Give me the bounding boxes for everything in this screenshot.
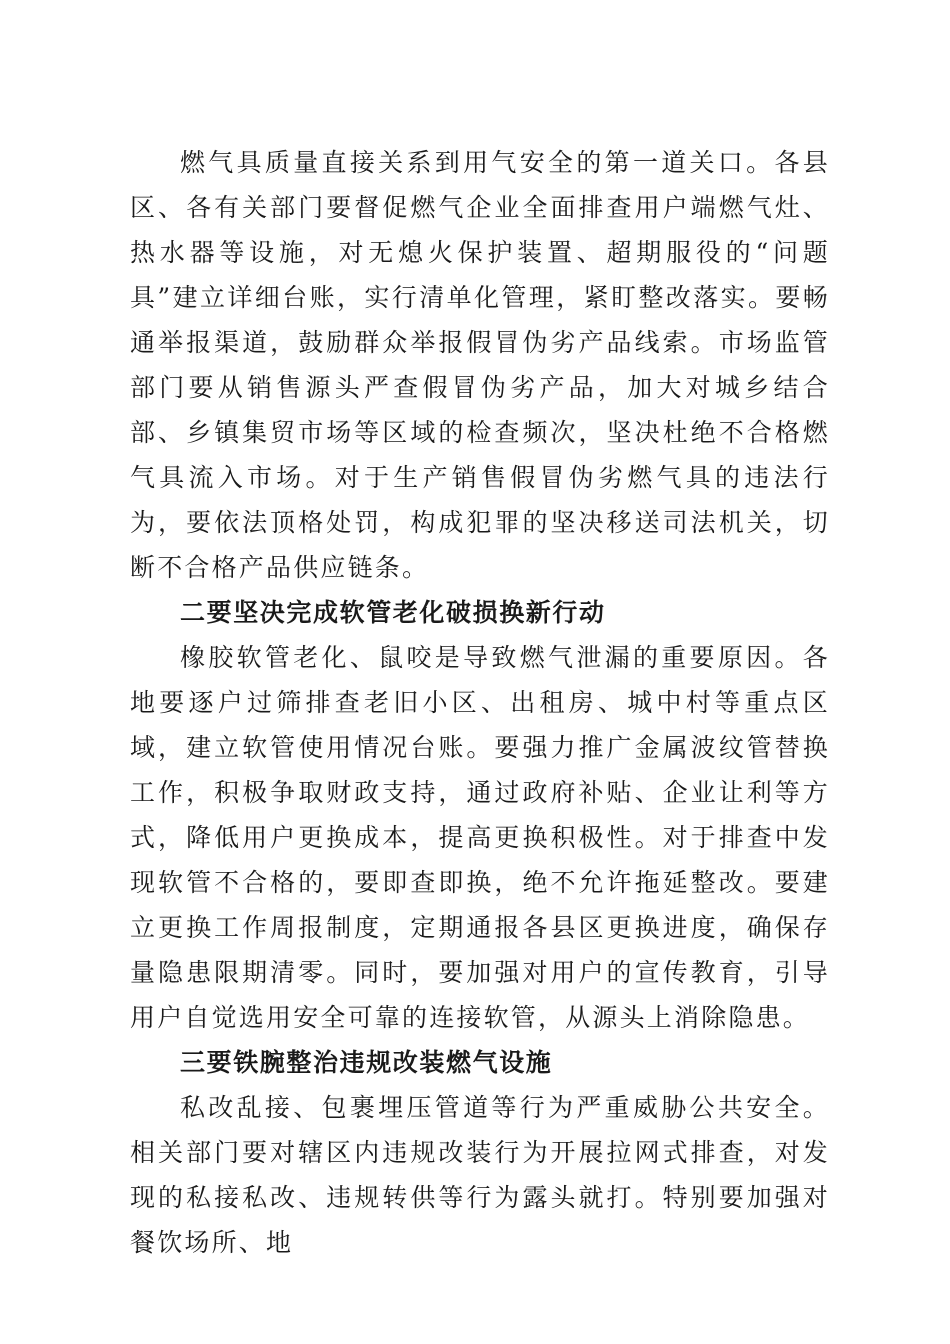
section-heading-illegal-modification: 三要铁腕整治违规改装燃气设施	[180, 1048, 553, 1077]
paragraph-illegal-modification: 私改乱接、包裹埋压管道等行为严重威胁公共安全。相关部门要对辖区内违规改装行为开展拉网式排查，对发现的私接私改、违规转供等行为露头就打。特别要加强对餐饮场所、地	[130, 1093, 830, 1257]
section-heading-hose-replacement: 二要坚决完成软管老化破损换新行动	[180, 598, 606, 627]
document-page	[130, 140, 830, 1265]
paragraph-gas-appliance-quality: 燃气具质量直接关系到用气安全的第一道关口。各县区、各有关部门要督促燃气企业全面排查用户端燃气灶、热水器等设施，对无熄火保护装置、超期服役的“问题具”建立详细台账，实行清单化管理，紧盯整改落实。要畅通举报渠道，鼓励群众举报假冒伪劣产品线索。市场监管部门要从销售源头严查假冒伪劣产品，加大对城乡结合部、乡镇集贸市场等区域的检查频次，坚决杜绝不合格燃气具流入市场。对于生产销售假冒伪劣燃气具的违法行为，要依法顶格处罚，构成犯罪的坚决移送司法机关，切断不合格产品供应链条。	[130, 148, 830, 582]
paragraph-hose-replacement: 橡胶软管老化、鼠咬是导致燃气泄漏的重要原因。各地要逐户过筛排查老旧小区、出租房、城中村等重点区域，建立软管使用情况台账。要强力推广金属波纹管替换工作，积极争取财政支持，通过政府补贴、企业让利等方式，降低用户更换成本，提高更换积极性。对于排查中发现软管不合格的，要即查即换，绝不允许拖延整改。要建立更换工作周报制度，定期通报各县区更换进度，确保存量隐患限期清零。同时，要加强对用户的宣传教育，引导用户自觉选用安全可靠的连接软管，从源头上消除隐患。	[130, 643, 830, 1032]
